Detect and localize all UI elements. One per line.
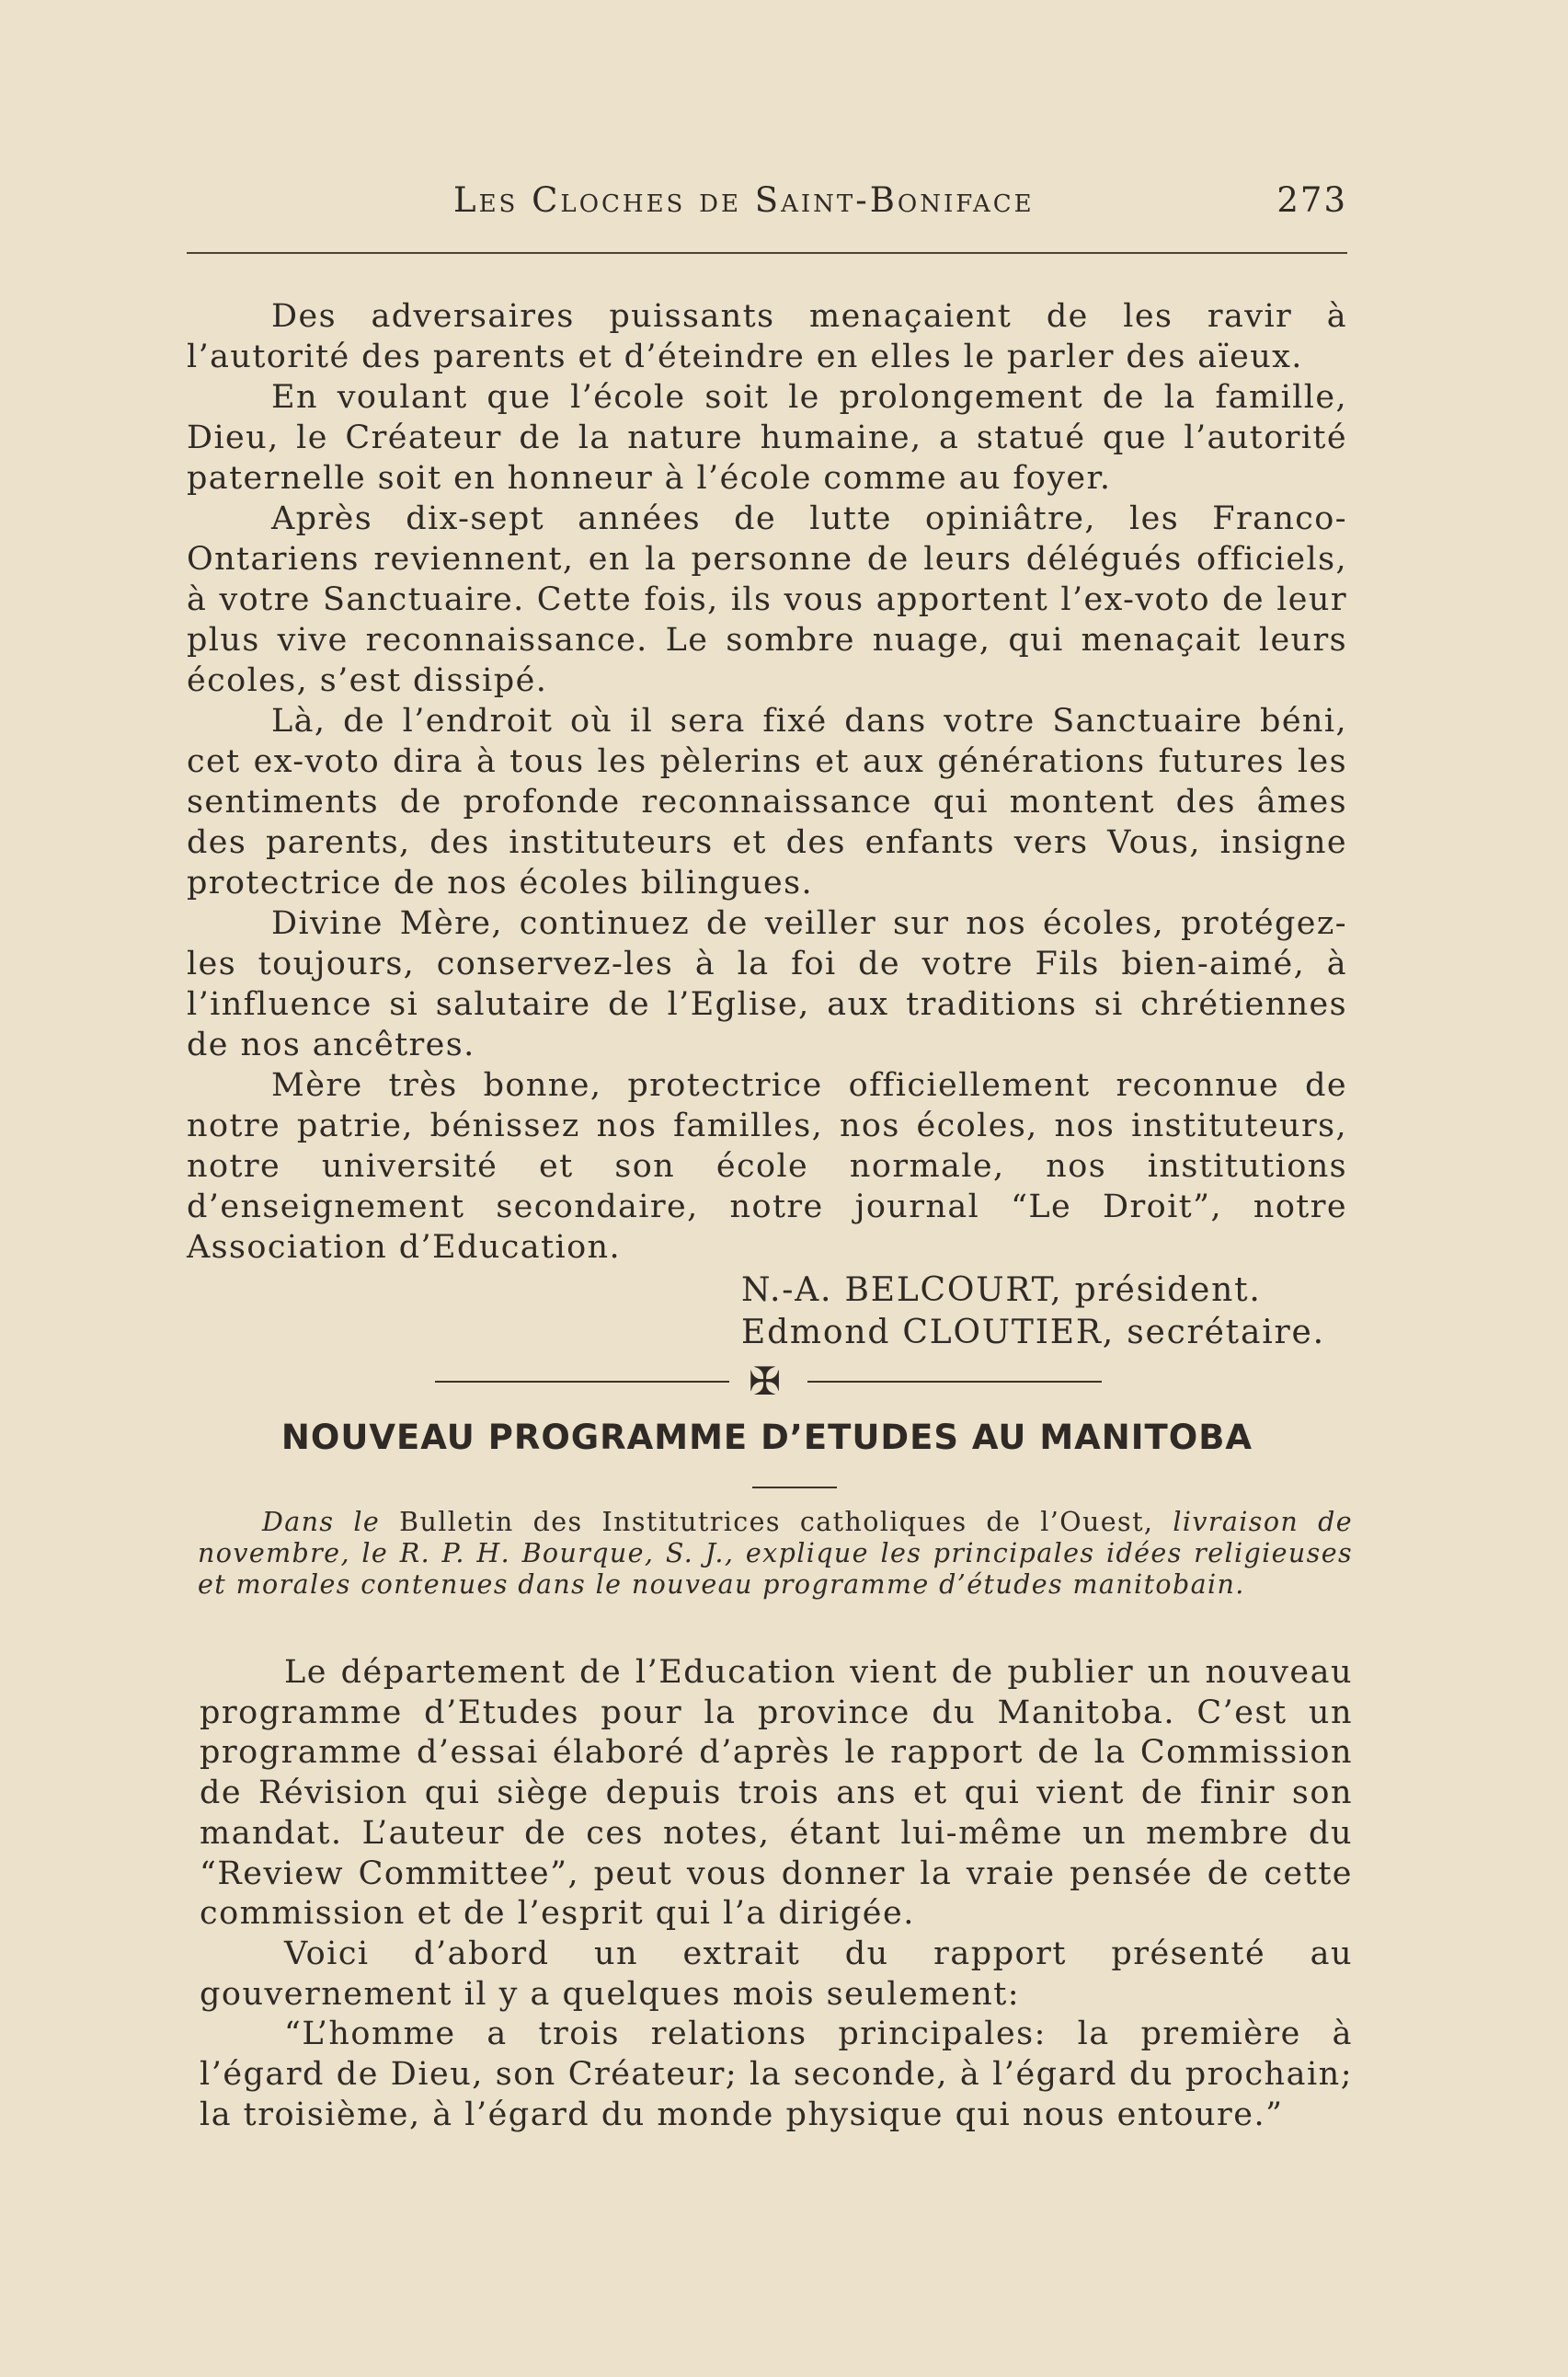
paragraph: Mère très bonne, protectrice officiellement reconnue de notre patrie, bénissez nos familles, nos écoles, nos instituteurs, notre université et son école normale, nos institutions d’enseignement secondaire, notre journal “Le Droit”, notre Association d’Education. bbox=[187, 1067, 1347, 1266]
separator-line-right bbox=[807, 1381, 1102, 1383]
running-title: Les Cloches de Saint-Boniface bbox=[453, 180, 1035, 220]
paragraph: Après dix-sept années de lutte opiniâtre, les Franco-Ontariens reviennent, en la personne de leurs délégués officiels, à votre Sanctuaire. Cette fois, ils vous apportent l’ex-voto de leur plus vive reconnaissance. Le sombre nuage, qui menaçait leurs écoles, s’est dissipé. bbox=[187, 500, 1347, 699]
title-rule bbox=[752, 1487, 837, 1488]
page-number: 273 bbox=[1276, 180, 1347, 220]
paragraph: En voulant que l’école soit le prolongement de la famille, Dieu, le Créateur de la nature humaine, a statué que l’autorité paternelle soit en honneur à l’école comme au foyer. bbox=[187, 379, 1347, 497]
section-title: NOUVEAU PROGRAMME D’ETUDES AU MANITOBA bbox=[280, 1418, 1253, 1457]
separator-line-left bbox=[435, 1381, 729, 1383]
paragraph: Le département de l’Education vient de publier un nouveau programme d’Etudes pour la province du Manitoba. C’est un programme d’essai élaboré d’après le rapport de la Commission de Révision qui siège depuis trois ans et qui vient de finir son mandat. L’auteur de ces notes, étant lui-même un membre du “Review Committee”, peut vous donner la vraie pensée de cette commission et de l’esprit qui l’a dirigée. bbox=[200, 1654, 1353, 1933]
paragraph: Des adversaires puissants menaçaient de les ravir à l’autorité des parents et d’éteindre en elles le parler des aïeux. bbox=[187, 298, 1347, 375]
paragraph: Voici d’abord un extrait du rapport présenté au gouvernement il y a quelques mois seulement: bbox=[200, 1935, 1353, 2013]
letter-body bbox=[187, 296, 1347, 1268]
article-body bbox=[200, 1653, 1353, 2135]
signature-secretary: Edmond CLOUTIER, secrétaire. bbox=[741, 1314, 1325, 1351]
cross-ornament-icon: ✠ bbox=[749, 1359, 782, 1404]
page-header bbox=[187, 180, 1347, 235]
signature-president: N.-A. BELCOURT, président. bbox=[741, 1271, 1262, 1309]
quote-paragraph: “L’homme a trois relations principales: la première à l’égard de Dieu, son Créateur; la seconde, à l’égard du prochain; la troisième, à l’égard du monde physique qui nous entoure.” bbox=[200, 2015, 1353, 2133]
intro-note bbox=[198, 1507, 1353, 1601]
paragraph: Divine Mère, continuez de veiller sur nos écoles, protégez-les toujours, conservez-les à la foi de votre Fils bien-aimé, à l’influence si salutaire de l’Eglise, aux traditions si chrétiennes de nos ancêtres. bbox=[187, 905, 1347, 1063]
paragraph: Là, de l’endroit où il sera fixé dans votre Sanctuaire béni, cet ex-voto dira à tous les pèlerins et aux générations futures les sentiments de profonde reconnaissance qui montent des âmes des parents, des instituteurs et des enfants vers Vous, insigne protectrice de nos écoles bilingues. bbox=[187, 703, 1347, 901]
header-rule bbox=[187, 252, 1347, 254]
intro-rest: livraison de novembre, le R. P. H. Bourque, S. J., explique les principales idées religieuses et morales contenues dans le nouveau programme d’études manitobain. bbox=[198, 1507, 1353, 1600]
intro-lead: Dans le bbox=[262, 1507, 381, 1537]
publication-name: Bulletin des Institutrices catholiques de l’Ouest, bbox=[399, 1507, 1154, 1537]
